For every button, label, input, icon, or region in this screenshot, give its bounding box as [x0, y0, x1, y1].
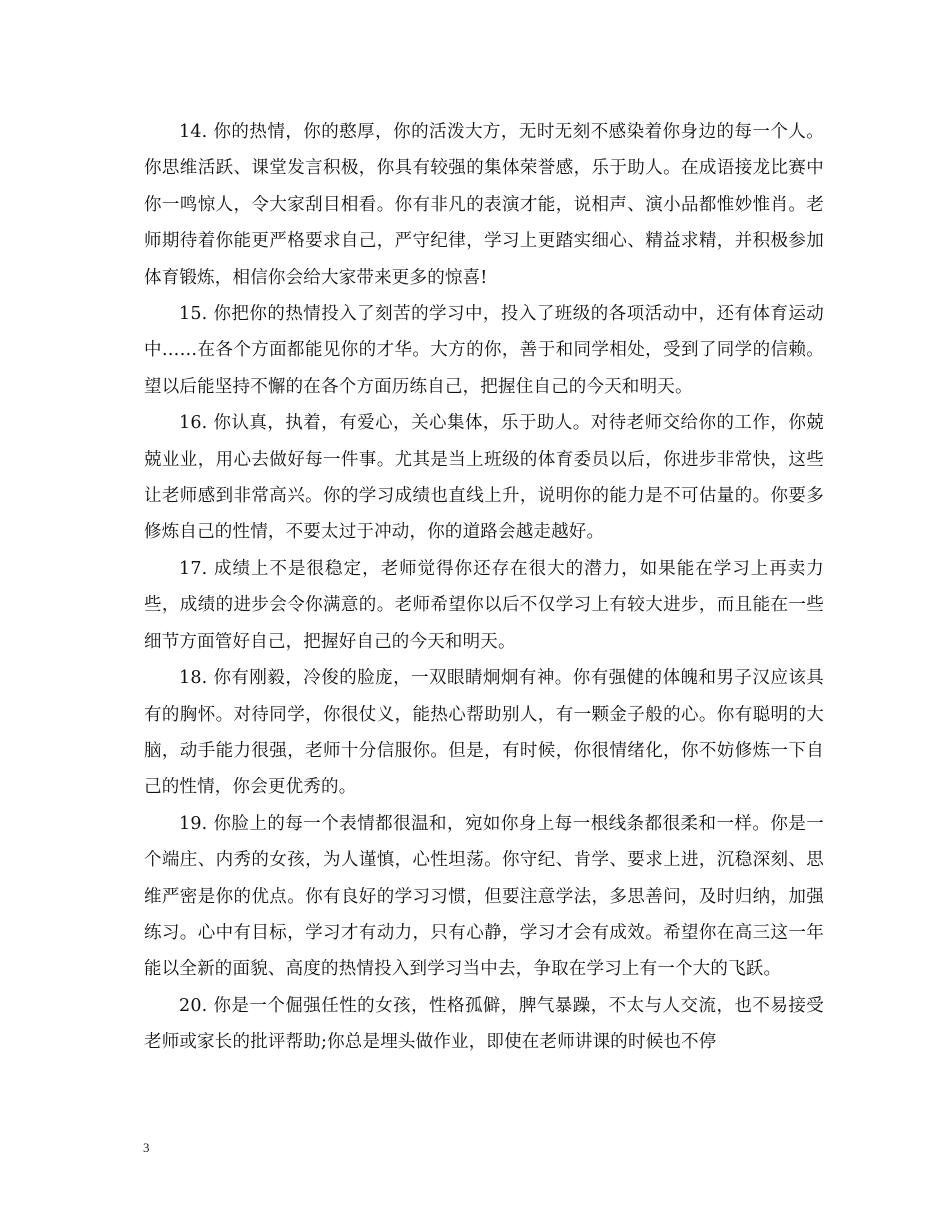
document-body [144, 114, 824, 1061]
paragraph-14: 14. 你的热情，你的憨厚，你的活泼大方，无时无刻不感染着你身边的每一个人。你思维活跃、课堂发言积极，你具有较强的集体荣誉感，乐于助人。在成语接龙比赛中你一鸣惊人，令大家刮目相看。你有非凡的表演才能，说相声、演小品都惟妙惟肖。老师期待着你能更严格要求自己，严守纪律，学习上更踏实细心、精益求精，并积极参加体育锻炼，相信你会给大家带来更多的惊喜! [144, 122, 824, 288]
page-number: 3 [143, 1140, 150, 1155]
paragraph-16: 16. 你认真，执着，有爱心，关心集体，乐于助人。对待老师交给你的工作，你兢兢业业，用心去做好每一件事。尤其是当上班级的体育委员以后，你进步非常快，这些让老师感到非常高兴。你的学习成绩也直线上升，说明你的能力是不可估量的。你要多修炼自己的性情，不要太过于冲动，你的道路会越走越好。 [144, 413, 824, 543]
paragraph-19: 19. 你脸上的每一个表情都很温和，宛如你身上每一根线条都很柔和一样。你是一个端庄、内秀的女孩，为人谨慎，心性坦荡。你守纪、肯学、要求上进，沉稳深刻、思维严密是你的优点。你有良好的学习习惯，但要注意学法，多思善问，及时归纳，加强练习。心中有目标，学习才有动力，只有心静，学习才会有成效。希望你在高三这一年能以全新的面貌、高度的热情投入到学习当中去，争取在学习上有一个大的飞跃。 [144, 813, 824, 980]
paragraph-18: 18. 你有刚毅，冷俊的脸庞，一双眼睛炯炯有神。你有强健的体魄和男子汉应该具有的胸怀。对待同学，你很仗义，能热心帮助别人，有一颗金子般的心。你有聪明的大脑，动手能力很强，老师十分信服你。但是，有时候，你很情绪化，你不妨修炼一下自己的性情，你会更优秀的。 [144, 668, 824, 798]
paragraph-15: 15. 你把你的热情投入了刻苦的学习中，投入了班级的各项活动中，还有体育运动中……在各个方面都能见你的才华。大方的你，善于和同学相处，受到了同学的信赖。望以后能坚持不懈的在各个方面历练自己，把握住自己的今天和明天。 [144, 304, 824, 397]
paragraph-17: 17. 成绩上不是很稳定，老师觉得你还存在很大的潜力，如果能在学习上再卖力些，成绩的进步会令你满意的。老师希望你以后不仅学习上有较大进步，而且能在一些细节方面管好自己，把握好自己的今天和明天。 [144, 558, 824, 652]
paragraph-20: 20. 你是一个倔强任性的女孩，性格孤僻，脾气暴躁，不太与人交流，也不易接受老师或家长的批评帮助;你总是埋头做作业，即使在老师讲课的时候也不停 [144, 995, 824, 1053]
